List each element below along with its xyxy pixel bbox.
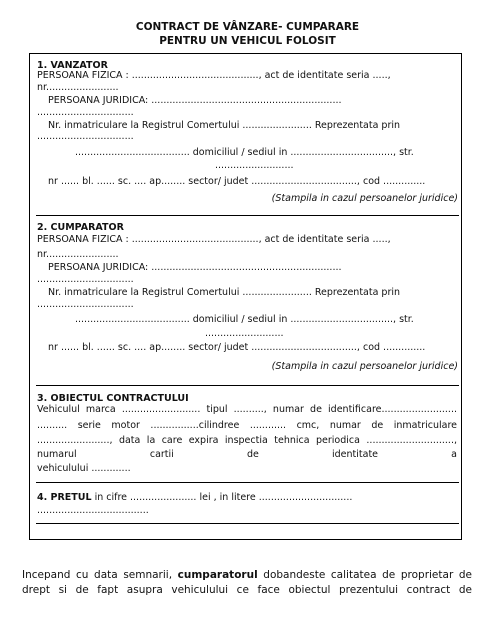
section-divider (36, 482, 459, 483)
vehicle-id-card-label: numarul cartii de identitate a (37, 449, 457, 460)
cumparator-pf-field[interactable]: PERSOANA FIZICA : .........................................., act de identitate seria ....., (37, 234, 391, 245)
cumparator-registry-dots[interactable]: ................................ (37, 299, 134, 310)
obiect-heading: 3. OBIECTUL CONTRACTULUI (37, 393, 189, 404)
cumparator-domicile-dots[interactable]: .......................... (205, 328, 284, 339)
vanzator-pj-field[interactable]: PERSOANA JURIDICA: ............................................................... (48, 95, 342, 106)
section-divider (36, 523, 459, 524)
cumparator-nr-field[interactable]: nr........................ (37, 249, 119, 260)
vanzator-pj-dots[interactable]: ................................ (37, 107, 134, 118)
title-line-1: CONTRACT DE VÂNZARE- CUMPARARE (135, 21, 360, 33)
pret-heading: 4. PRETUL (37, 492, 92, 503)
cumparator-stamp-note: (Stampila in cazul persoanelor juridice) (271, 361, 458, 372)
vanzator-domicile-field[interactable]: ...................................... domiciliul / sediul in .................................., str. (75, 147, 414, 158)
contract-form-box (29, 53, 462, 540)
cumparator-registry-field[interactable]: Nr. inmatriculare la Registrul Comertului ....................... Reprezentata prin (48, 287, 401, 298)
paragraph-cumparatorul: cumparatorul (177, 569, 258, 581)
paragraph-text-before: Incepand cu data semnarii, (22, 569, 178, 581)
vanzator-heading: 1. VANZATOR (37, 60, 108, 71)
vanzator-address-field[interactable]: nr ...... bl. ...... sc. .... ap........ sector/ judet ..................................., cod .............. (48, 176, 426, 187)
section-divider (36, 215, 459, 216)
price-line (37, 492, 352, 503)
vanzator-registry-field[interactable]: Nr. inmatriculare la Registrul Comertului ....................... Reprezentata prin (48, 120, 401, 131)
vehicle-id-card-field[interactable]: vehiculului ............. (37, 463, 131, 474)
vanzator-nr-field[interactable]: nr........................ (37, 82, 119, 93)
cumparator-domicile-field[interactable]: ...................................... domiciliul / sediul in .................................., str. (75, 314, 414, 325)
vanzator-registry-dots[interactable]: ................................ (37, 131, 134, 142)
cumparator-address-field[interactable]: nr ...... bl. ...... sc. .... ap........ sector/ judet ..................................., cod .............. (48, 342, 426, 353)
vehicle-engine-field[interactable]: .......... serie motor ................cilindree ............ cmc, numar de inmatriculare (37, 420, 457, 431)
title-line-2: PENTRU UN VEHICUL FOLOSIT (159, 35, 336, 47)
ownership-paragraph (22, 568, 472, 598)
price-field[interactable]: in cifre ...................... lei , in litere ............................... (91, 492, 353, 503)
vehicle-brand-field[interactable]: Vehiculul marca .......................... tipul .........., numar de identificare......................... (37, 404, 457, 415)
paragraph-text-after: dobandeste calitatea de proprietar de drept si de fapt asupra vehiculului ce face obiectul prezentului contract de (22, 569, 472, 596)
section-divider (36, 385, 459, 386)
vanzator-domicile-dots[interactable]: .......................... (215, 160, 294, 171)
vehicle-inspection-field[interactable]: ........................, data la care expira inspectia tehnica periodica ............................., (37, 435, 457, 446)
vanzator-stamp-note: (Stampila in cazul persoanelor juridice) (271, 193, 458, 204)
vanzator-pf-field[interactable]: PERSOANA FIZICA : .........................................., act de identitate seria ....., (37, 70, 391, 81)
cumparator-pj-dots[interactable]: ................................ (37, 274, 134, 285)
cumparator-heading: 2. CUMPARATOR (37, 222, 124, 233)
price-words-dots[interactable]: ..................................... (37, 505, 149, 516)
cumparator-pj-field[interactable]: PERSOANA JURIDICA: ............................................................... (48, 262, 342, 273)
